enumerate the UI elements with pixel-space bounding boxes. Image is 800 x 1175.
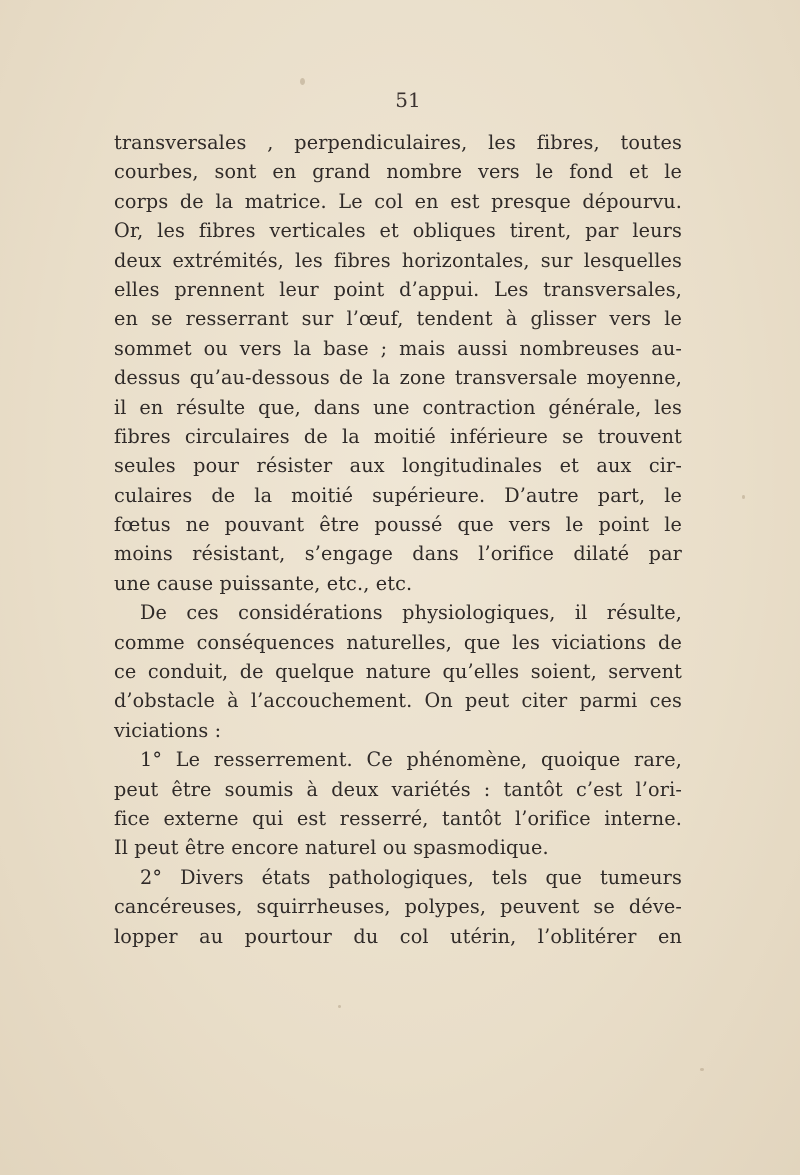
paper-speck: [338, 1005, 341, 1008]
text-line: viciations :: [114, 718, 222, 742]
text-line: courbes, sont en grand nombre vers le fond et le: [114, 160, 682, 184]
text-line: fœtus ne pouvant être poussé que vers le point le: [114, 513, 682, 537]
page-number: 51: [395, 88, 421, 112]
paper-speck: [700, 1068, 704, 1071]
text-line: ce conduit, de quelque nature qu’elles soient, servent: [114, 660, 682, 684]
text-line: De ces considérations physiologiques, il résulte,: [140, 601, 682, 625]
text-line: elles prennent leur point d’appui. Les transversales,: [114, 277, 682, 301]
text-line: fibres circulaires de la moitié inférieure se trouvent: [114, 424, 682, 448]
text-line: lopper au pourtour du col utérin, l’oblitérer en: [114, 924, 682, 948]
text-line: 1° Le resserrement. Ce phénomène, quoique rare,: [140, 748, 682, 772]
text-line: dessus qu’au-dessous de la zone transversale moyenne,: [114, 366, 682, 390]
text-line: il en résulte que, dans une contraction générale, les: [114, 395, 682, 419]
text-line: transversales , perpendiculaires, les fibres, toutes: [114, 131, 682, 154]
text-line: une cause puissante, etc., etc.: [114, 571, 413, 595]
text-line: deux extrémités, les fibres horizontales, sur lesquelles: [114, 248, 682, 272]
text-line: fice externe qui est resserré, tantôt l’orifice interne.: [114, 806, 682, 830]
text-line: Il peut être encore naturel ou spasmodique.: [114, 836, 549, 860]
text-line: 2° Divers états pathologiques, tels que tumeurs: [140, 865, 682, 889]
text-line: sommet ou vers la base ; mais aussi nombreuses au-: [114, 336, 682, 360]
paper-speck: [742, 495, 745, 499]
text-line: culaires de la moitié supérieure. D’autre part, le: [114, 483, 682, 507]
body-text: [114, 128, 682, 951]
text-line: cancéreuses, squirrheuses, polypes, peuvent se déve-: [114, 895, 682, 919]
paper-speck: [300, 78, 305, 85]
text-line: seules pour résister aux longitudinales et aux cir-: [114, 454, 682, 478]
text-line: d’obstacle à l’accouchement. On peut citer parmi ces: [114, 689, 682, 713]
text-line: Or, les fibres verticales et obliques tirent, par leurs: [114, 219, 682, 243]
text-line: peut être soumis à deux variétés : tantôt c’est l’ori-: [114, 777, 682, 801]
text-line: comme conséquences naturelles, que les viciations de: [114, 630, 682, 654]
text-line: en se resserrant sur l’œuf, tendent à glisser vers le: [114, 307, 682, 331]
text-line: moins résistant, s’engage dans l’orifice dilaté par: [114, 542, 682, 566]
text-line: corps de la matrice. Le col en est presque dépourvu.: [114, 189, 682, 213]
